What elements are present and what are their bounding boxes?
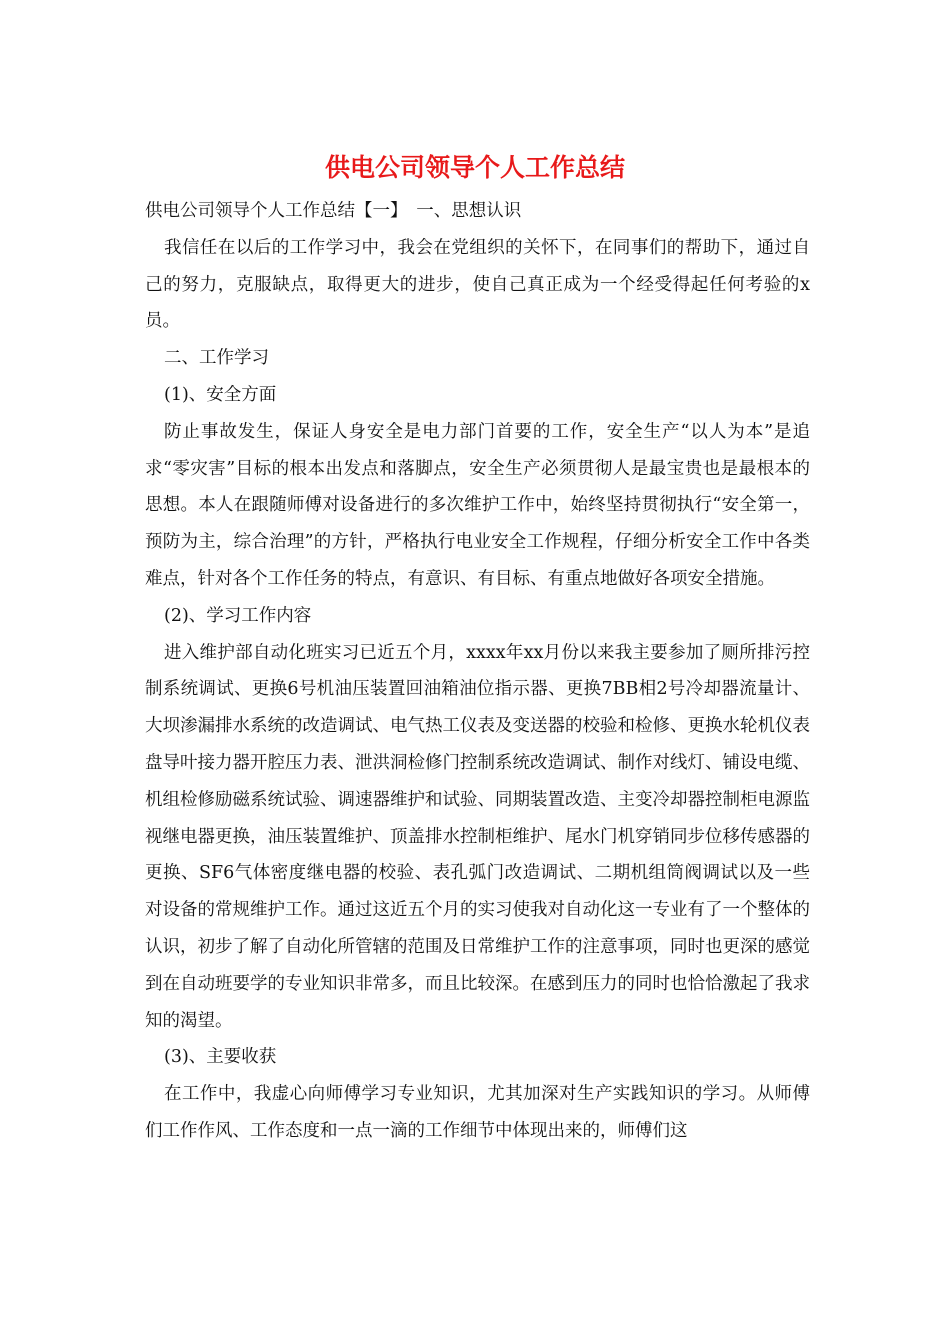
subsection-heading-safety: (1)、安全方面 [164,384,277,405]
paragraph-heading-line: 供电公司领导个人工作总结【一】 一、思想认识 [145,201,522,221]
document-body [145,193,810,1150]
subsection-heading-study-content: (2)、学习工作内容 [164,605,312,626]
paragraph-belief: 我信任在以后的工作学习中，我会在党组织的关怀下，在同事们的帮助下，通过自己的努力，克服缺点，取得更大的进步，使自己真正成为一个经受得起任何考验的x员。 [145,237,810,332]
paragraph-safety: 防止事故发生，保证人身安全是电力部门首要的工作，安全生产“以人为本”是追求“零灾害”目标的根本出发点和落脚点，安全生产必须贯彻人是最宝贵也是最根本的思想。本人在跟随师傅对设备进行的多次维护工作中，始终坚持贯彻执行“安全第一，预防为主，综合治理”的方针，严格执行电业安全工作规程，仔细分析安全工作中各类难点，针对各个工作任务的特点，有意识、有目标、有重点地做好各项安全措施。 [145,421,810,589]
subsection-heading-gains: (3)、主要收获 [164,1047,277,1068]
paragraph-gains: 在工作中，我虚心向师傅学习专业知识，尤其加深对生产实践知识的学习。从师傅们工作作风、工作态度和一点一滴的工作细节中体现出来的，师傅们这 [145,1084,810,1141]
document-title: 供电公司领导个人工作总结 [324,153,625,182]
section-heading-work-study: 二、工作学习 [164,348,269,369]
paragraph-study-content: 进入维护部自动化班实习已近五个月，xxxx年xx月份以来我主要参加了厕所排污控制系统调试、更换6号机油压装置回油箱油位指示器、更换7BB相2号冷却器流量计、大坝渗漏排水系统的改造调试、电气热工仪表及变送器的校验和检修、更换水轮机仪表盘导叶接力器开腔压力表、泄洪洞检修门控制系统改造调试、制作对线灯、铺设电缆、机组检修励磁系统试验、调速器维护和试验、同期装置改造、主变冷却器控制柜电源监视继电器更换，油压装置维护、顶盖排水控制柜维护、尾水门机穿销同步位移传感器的更换、SF6气体密度继电器的校验、表孔弧门改造调试、二期机组筒阀调试以及一些对设备的常规维护工作。通过这近五个月的实习使我对自动化这一专业有了一个整体的认识，初步了解了自动化所管辖的范围及日常维护工作的注意事项，同时也更深的感觉到在自动班要学的专业知识非常多，而且比较深。在感到压力的同时也恰恰激起了我求知的渴望。 [145,642,810,1031]
